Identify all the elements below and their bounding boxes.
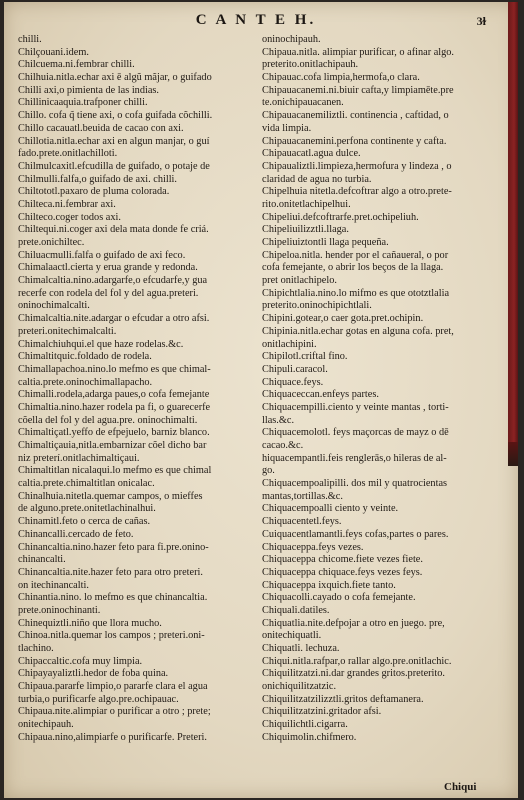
dictionary-entry-line: Chinancalli.cercado de feto. bbox=[18, 528, 134, 540]
dictionary-entry-line: chinancalti. bbox=[18, 554, 66, 566]
folio-number: 3ɫ bbox=[476, 14, 486, 28]
dictionary-entry-line: preteri.onitechimalcalti. bbox=[18, 325, 117, 337]
dictionary-entry-line: Chipini.gotear,o caer gota.pret.ochipin. bbox=[262, 313, 424, 325]
dictionary-entry-line: Chiquacentetl.feys. bbox=[262, 516, 342, 528]
dictionary-entry-line: Chillinicaaquia.trafponer chilli. bbox=[18, 97, 148, 109]
dictionary-entry-line: hiquacempantli.feis renglerās,o hileras de al- bbox=[262, 452, 447, 464]
dictionary-entry-line: Chiltequi.ni.coger axi dela mata donde fe criá. bbox=[18, 224, 209, 236]
dictionary-entry-line: Chipinia.nitla.echar gotas en alguna cofa. pret, bbox=[262, 325, 454, 337]
dictionary-entry-line: Chiquilitzatzilizztli.gritos deftamanera. bbox=[262, 693, 424, 705]
dictionary-entry-line: Chimalcaltia.nino.adargarfe,o efcudarfe,y gua bbox=[18, 275, 208, 287]
dictionary-entry-line: Chiquacemolotl. feys maçorcas de mayz o dē bbox=[262, 427, 449, 439]
dictionary-entry-line: Chipauacanemi.ni.biuir cafta,y limpiamēte.pre bbox=[262, 84, 454, 96]
dictionary-entry-line: Chilli axi,o pimienta de las indias. bbox=[18, 84, 159, 96]
dictionary-entry-line: Chipeliuilizztli.llaga. bbox=[262, 224, 349, 236]
dictionary-entry-line: Chilhuia.nitla.echar axi ē algũ mãjar, o guifado bbox=[18, 72, 212, 84]
dictionary-entry-line: prete.onichiltec. bbox=[18, 237, 85, 248]
dictionary-entry-line: Chipichtlalia.nino.lo mifmo es que ototztlalia bbox=[262, 287, 450, 299]
dictionary-entry-line: Chipaccaltic.cofa muy limpia. bbox=[18, 655, 143, 667]
dictionary-entry-line: claridad de agua no turbia. bbox=[262, 173, 372, 185]
right-column bbox=[262, 34, 488, 745]
dictionary-entry-line: Chinantia.nino. lo mefmo es que chinancaltia. bbox=[18, 592, 208, 604]
dictionary-entry-line: Chiquilitzatzini.gritador afsi. bbox=[262, 706, 382, 718]
dictionary-entry-line: rito.onitetlachipelhui. bbox=[262, 198, 351, 210]
dictionary-entry-line: Chinancaltia.nino.hazer feto para fi.pre.onino- bbox=[18, 541, 209, 553]
dictionary-entry-line: mantas,tortillas.&c. bbox=[262, 490, 343, 502]
dictionary-entry-line: Chipaua.nino,alimpiarfe o purificarfe. Preteri. bbox=[18, 731, 207, 743]
dictionary-entry-line: Chiquacempoalipilli. dos mil y quatrocientas bbox=[262, 478, 448, 490]
dictionary-entry-line: Chipeliuiztontli llaga pequeña. bbox=[262, 237, 389, 248]
dictionary-entry-line: Chinequiztli.niño que llora mucho. bbox=[18, 617, 162, 629]
dictionary-entry-line: cacao.&c. bbox=[262, 440, 304, 451]
dictionary-entry-line: Chipelhuia nitetla.defcoftrar algo a otro.prete- bbox=[262, 186, 452, 198]
dictionary-entry-line: cofa femejante, o abrir los beços de la llaga. bbox=[262, 262, 444, 274]
dictionary-entry-line: Chilteco.coger todos axi. bbox=[18, 211, 121, 223]
dictionary-entry-line: Chiquatli. lechuza. bbox=[262, 643, 340, 654]
dictionary-entry-line: Chipaua.pararfe limpio,o pararfe clara el agua bbox=[18, 681, 208, 693]
dictionary-entry-line: fado.prete.onitlachilloti. bbox=[18, 148, 118, 160]
dictionary-entry-line: niz preterí.onitlachimaltiçaui. bbox=[18, 452, 140, 464]
dictionary-entry-line: Chiquaceppa chiquace.feys vezes feys. bbox=[262, 566, 423, 578]
dictionary-entry-line: Chipaua.nitla. alimpiar purificar, o afinar algo. bbox=[262, 46, 455, 58]
dictionary-entry-line: Chipauacatl.agua dulce. bbox=[262, 148, 361, 160]
dictionary-entry-line: Chimaltia.nino.hazer rodela pa fi, o guarecerfe bbox=[18, 401, 211, 413]
dictionary-entry-line: Chimalchiuhqui.el que haze rodelas.&c. bbox=[18, 338, 184, 350]
dictionary-entry-line: oninochipauh. bbox=[262, 34, 321, 45]
dictionary-entry-line: Chimalli.rodela,adarga paues,o cofa femejante bbox=[18, 389, 210, 401]
dictionary-entry-line: caltia.prete.oninochimallapacho. bbox=[18, 376, 153, 388]
dictionary-entry-line: Chimalaactl.cierta y erua grande y redonda. bbox=[18, 262, 198, 274]
dictionary-entry-line: Chipaualiztli.limpieza,hermofura y lindeza , o bbox=[262, 160, 452, 172]
dictionary-entry-line: Chiquace.feys. bbox=[262, 376, 324, 388]
dictionary-entry-line: onichiquilitzatzic. bbox=[262, 681, 337, 693]
dictionary-entry-line: onitechipauh. bbox=[18, 719, 74, 731]
dictionary-entry-line: on itechinancalti. bbox=[18, 579, 89, 591]
dictionary-entry-line: Chiqui.nitla.rafpar,o rallar algo.pre.onitlachic. bbox=[262, 655, 452, 667]
dictionary-entry-line: Chimallapachoa.nino.lo mefmo es que chimal- bbox=[18, 363, 211, 375]
book-page bbox=[4, 2, 518, 798]
dictionary-entry-line: Chipauac.cofa limpia,hermofa,o clara. bbox=[262, 72, 420, 84]
dictionary-entry-line: Chiquaceppa.feys vezes. bbox=[262, 541, 364, 553]
dictionary-entry-line: Chiquacolli.cayado o cofa femejante. bbox=[262, 592, 416, 604]
dictionary-entry-line: Chiluacmulli.falfa o guifado de axi feco. bbox=[18, 249, 186, 261]
dictionary-entry-line: Cuiquacentlamantli.feys cofas,partes o pares. bbox=[262, 528, 449, 540]
dictionary-entry-line: vida limpia. bbox=[262, 122, 312, 134]
dictionary-entry-line: Chinoa.nitla.quemar los campos ; preteri.oni- bbox=[18, 630, 205, 642]
dictionary-entry-line: Chiquacempilli.ciento y veinte mantas , torti- bbox=[262, 401, 449, 413]
dictionary-entry-line: Chiquilichtli.cigarra. bbox=[262, 719, 348, 731]
dictionary-entry-line: turbia,o purificarfe algo.pre.ochipauac. bbox=[18, 693, 179, 705]
ribbon-bookmark bbox=[508, 2, 518, 442]
dictionary-entry-line: Chipaua.nite.alimpiar o purificar a otro ; prete; bbox=[18, 706, 211, 718]
dictionary-entry-line: Chilcuema.ni.fembrar chilli. bbox=[18, 59, 135, 71]
dictionary-entry-line: Chimaltiçauia,nitla.embarnizar cõel dicho bar bbox=[18, 440, 207, 451]
dictionary-entry-line: Chipuli.caracol. bbox=[262, 363, 328, 375]
page-title: C A N T E H. bbox=[195, 12, 317, 28]
dictionary-entry-line: Chilteca.ni.fembrar axi. bbox=[18, 198, 116, 210]
dictionary-entry-line: Chilçouani.idem. bbox=[18, 46, 89, 58]
dictionary-entry-line: Chillo cacauatl.beuida de cacao con axi. bbox=[18, 122, 184, 134]
dictionary-entry-line: Chiquaceppa chicome.fiete vezes fiete. bbox=[262, 554, 423, 566]
dictionary-entry-line: Chilmulli.falfa,o guifado de axi. chilli. bbox=[18, 173, 177, 185]
dictionary-entry-line: onitechiquatli. bbox=[262, 630, 322, 642]
dictionary-entry-line: Chiquatlia.nite.defpojar a otro en juego. pre, bbox=[262, 617, 445, 629]
dictionary-entry-line: oninochimalcalti. bbox=[18, 300, 90, 312]
dictionary-entry-line: Chimalcaltia.nite.adargar o efcudar a otro afsi. bbox=[18, 313, 210, 325]
dictionary-entry-line: Chiquali.datiles. bbox=[262, 604, 330, 616]
dictionary-entry-line: Chillotia.nitla.echar axi en algun manjar, o guí bbox=[18, 135, 210, 147]
dictionary-entry-line: Chiltototl.paxaro de pluma colorada. bbox=[18, 186, 170, 198]
dictionary-entry-line: Chiquaceppa ixquich.fiete tanto. bbox=[262, 579, 396, 591]
dictionary-entry-line: Chinancaltia.nite.hazer feto para otro preteri. bbox=[18, 566, 203, 578]
dictionary-entry-line: Chiquilitzatzi.ni.dar grandes gritos.preterito. bbox=[262, 668, 446, 680]
dictionary-entry-line: tlachino. bbox=[18, 643, 54, 654]
dictionary-entry-line: de alguno.prete.onitetlachinalhui. bbox=[18, 503, 156, 515]
dictionary-entry-line: Chipilotl.criftal fino. bbox=[262, 351, 348, 363]
dictionary-entry-line: caltia.prete.chimaltitlan onicalac. bbox=[18, 478, 155, 490]
dictionary-entry-line: Chipauacanemiliztli. continencia , caftidad, o bbox=[262, 110, 449, 122]
dictionary-entry-line: Chipeloa.nitla. hender por el cañaueral, o por bbox=[262, 249, 449, 261]
dictionary-entry-line: Chipauacanemini.perfona continente y cafta. bbox=[262, 135, 447, 147]
dictionary-entry-line: Chinamitl.feto o cerca de cañas. bbox=[18, 516, 151, 528]
dictionary-entry-line: preterito.onitlachipauh. bbox=[262, 59, 359, 71]
dictionary-entry-line: te.onichipauacanen. bbox=[262, 97, 344, 109]
dictionary-entry-line: preterito.oninochipichtlali. bbox=[262, 300, 372, 312]
left-column bbox=[18, 34, 256, 745]
dictionary-entry-line: Chiquimolin.chifmero. bbox=[262, 731, 357, 743]
dictionary-entry-line: Chilmulcaxitl.efcudilla de guifado, o potaje de bbox=[18, 160, 210, 172]
dictionary-entry-line: Chillo. cofa q̃ tiene axi, o cofa guifada cõchilli. bbox=[18, 110, 213, 122]
dictionary-entry-line: Chimaltitquic.foldado de rodela. bbox=[18, 351, 152, 363]
dictionary-entry-line: Chiquacempoalli ciento y veinte. bbox=[262, 503, 399, 515]
dictionary-entry-line: llas.&c. bbox=[262, 414, 295, 426]
dictionary-entry-line: Chipeliui.defcoftrarfe.pret.ochipeliuh. bbox=[262, 211, 419, 223]
catchword: Chiqui bbox=[444, 781, 477, 793]
ribbon-bookmark-tip bbox=[508, 442, 518, 466]
dictionary-entry-line: pret onitlachipelo. bbox=[262, 275, 337, 287]
dictionary-entry-line: prete.oninochinanti. bbox=[18, 604, 101, 616]
dictionary-entry-line: Chimaltitlan nicalaqui.lo mefmo es que chimal bbox=[18, 465, 212, 477]
dictionary-entry-line: Chinalhuia.nitetla.quemar campos, o mieffes bbox=[18, 490, 203, 502]
running-header bbox=[4, 12, 508, 32]
dictionary-entry-line: Chipayayaliztli.hedor de foba quina. bbox=[18, 668, 169, 680]
dictionary-entry-line: Chimaltiçatl.yeffo de efpejuelo, barniz blanco. bbox=[18, 427, 210, 439]
dictionary-entry-line: recerfe con rodela del fol y del agua.preteri. bbox=[18, 287, 199, 299]
dictionary-entry-line: cõella del fol y del agua.pre. oninochimalti. bbox=[18, 414, 198, 426]
dictionary-entry-line: Chiquaceccan.enfeys partes. bbox=[262, 389, 379, 401]
dictionary-entry-line: onitlachipini. bbox=[262, 338, 317, 350]
dictionary-entry-line: go. bbox=[262, 465, 275, 477]
dictionary-entry-line: chilli. bbox=[18, 34, 42, 45]
